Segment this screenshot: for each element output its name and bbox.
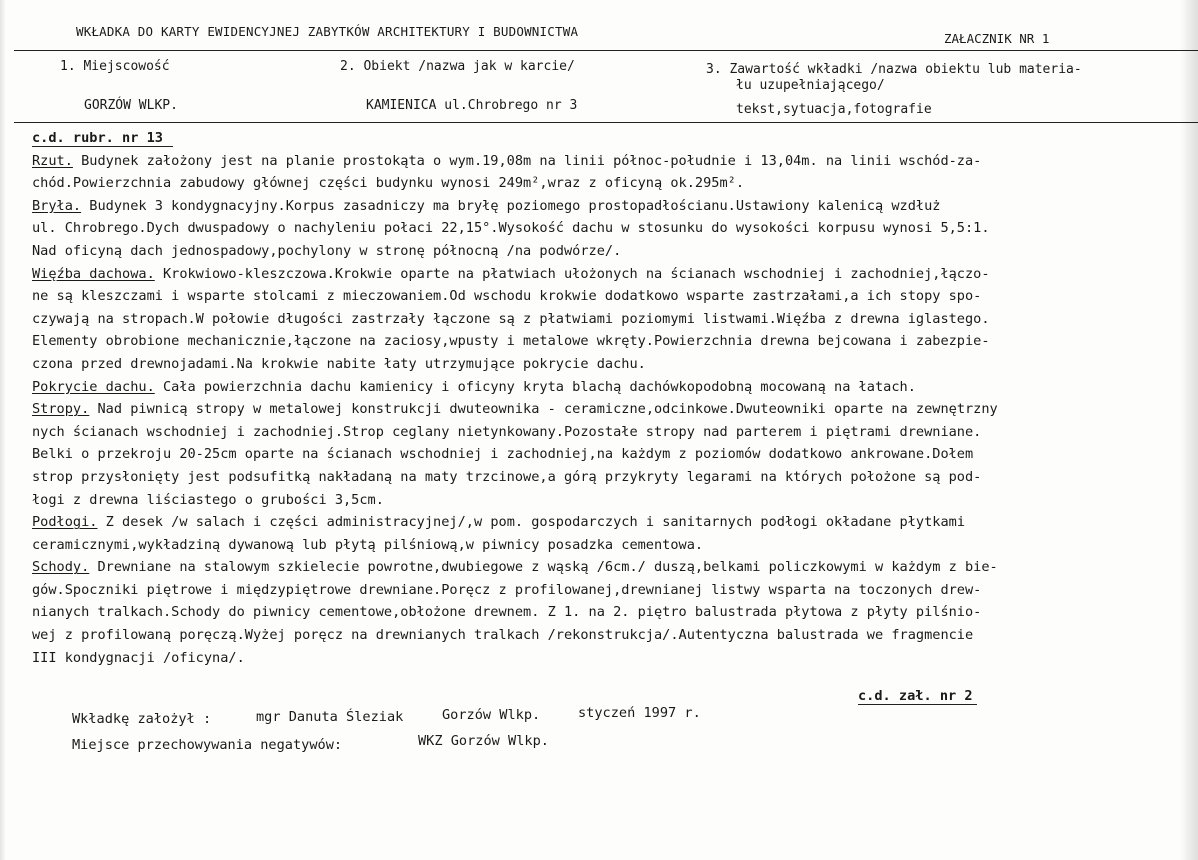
text-content: chód.Powierzchnia zabudowy głównej części budynku wynosi 249m²,wraz z oficyną ok.295m².	[32, 175, 745, 192]
contents-label-line1: 3. Zawartość wkładki /nazwa obiektu lub materia-	[706, 62, 1082, 77]
text-line	[32, 263, 1152, 286]
object-label: 2. Obiekt /nazwa jak w karcie/	[340, 59, 575, 74]
text-content: Budynek 3 kondygnacyjny.Korpus zasadniczy ma bryłę poziomego prostopadłościanu.Ustawiony kalenicą wzdłuż	[81, 197, 941, 214]
text-content: Budynek założony jest na planie prostokąta o wym.19,08m na linii północ-południe i 13,04m. na linii wschód-za-	[72, 152, 982, 169]
text-content: III kondygnacji /oficyna/.	[32, 649, 245, 666]
text-line	[32, 511, 1152, 534]
section-heading: Pokrycie dachu.	[32, 378, 155, 395]
section-heading: Więźba dachowa.	[32, 265, 155, 282]
section-heading: Podłogi.	[32, 514, 98, 531]
continued-label: c.d. rubr. nr 13	[32, 130, 173, 147]
text-line	[32, 195, 1152, 218]
text-line	[32, 240, 1152, 263]
continued-annex	[858, 688, 977, 704]
section-heading: Stropy.	[32, 401, 90, 418]
section-heading: Schody.	[32, 559, 90, 576]
text-content: Drewniane na stalowym szkielecie powrotne,dwubiegowe z wąską /6cm./ duszą,belkami policzkowymi w każdym z bie-	[89, 559, 998, 576]
text-line	[32, 330, 1152, 353]
text-line	[32, 443, 1152, 466]
created-by: mgr Danuta Śleziak	[256, 709, 404, 725]
locality-label: 1. Miejscowość	[60, 59, 170, 74]
text-content: Nad piwnicą stropy w metalowej konstrukcji dwuteownika - ceramiczne,odcinkowe.Dwuteowniki oparte na zewnętrzny	[89, 401, 998, 418]
continued-annex-text: c.d. zał. nr 2	[858, 688, 977, 705]
text-line	[32, 421, 1152, 444]
text-content: Nad oficyną dach jednospadowy,pochylony w stronę północną /na podwórze/.	[32, 242, 622, 259]
created-place: Gorzów Wlkp.	[442, 707, 541, 723]
text-content: nych ścianach wschodniej i zachodniej.Strop ceglany nietynkowany.Pozostałe stropy nad parterem i piętrami drewniane.	[32, 423, 982, 440]
text-content: Belki o przekroju 20-25cm oparte na ścianach wschodniej i zachodniej,na każdym z poziomów dodatkowo ankrowane.Dołem	[32, 446, 974, 463]
text-line	[32, 150, 1152, 173]
text-content: strop przysłonięty jest podsufitką nakładaną na maty trzcinowe,a górą przykryty legarami na których położone są pod-	[32, 468, 982, 485]
annex-number: ZAŁACZNIK NR 1	[944, 31, 1050, 46]
text-content: ne są kleszczami i wsparte stolcami z mieczowaniem.Od wschodu krokwie dodatkowo wsparte zastrzałami,a ich stopy spo-	[32, 288, 982, 305]
form-title: WKŁADKA DO KARTY EWIDENCYJNEJ ZABYTKÓW ARCHITEKTURY I BUDOWNICTWA	[76, 24, 579, 39]
header-rule	[14, 50, 1198, 51]
text-line	[32, 285, 1152, 308]
text-line	[32, 489, 1152, 512]
text-content: nianych tralkach.Schody do piwnicy cementowe,obłożone drewnem. Z 1. na 2. piętro balustrada płytowa z płyty pilśnio-	[32, 604, 982, 621]
text-line	[32, 579, 1152, 602]
scan-edge-left	[0, 0, 6, 860]
continued-label-line	[32, 127, 1152, 150]
text-content: ceramicznymi,wykładziną dywanową lub płytą pilśniową,w piwnicy posadzka cementowa.	[32, 536, 704, 553]
object-value: KAMIENICA ul.Chrobrego nr 3	[366, 98, 578, 113]
text-line	[32, 398, 1152, 421]
text-line	[32, 647, 1152, 670]
text-line	[32, 376, 1152, 399]
text-content: Cała powierzchnia dachu kamienicy i oficyny kryta blachą dachówkopodobną mocowaną na łatach.	[154, 378, 916, 395]
text-line	[32, 172, 1152, 195]
text-line	[32, 353, 1152, 376]
text-content: wej z profilowaną poręczą.Wyżej poręcz na drewnianych tralkach /rekonstrukcja/.Autentyczna balustrada we fragmencie	[32, 627, 974, 644]
text-content: ul. Chrobrego.Dych dwuspadowy o nachyleniu połaci 22,15°.Wysokość dachu w stosunku do wysokości korpusu wynosi 5,5:1.	[32, 220, 990, 237]
text-content: Z desek /w salach i części administracyjnej/,w pom. gospodarczych i sanitarnych podłogi okładane płytkami	[97, 514, 966, 531]
text-line	[32, 601, 1152, 624]
text-content: łogi z drewna liściastego o grubości 3,5cm.	[32, 491, 384, 508]
negatives-place: WKZ Gorzów Wlkp.	[418, 733, 549, 749]
text-line	[32, 556, 1152, 579]
text-line	[32, 466, 1152, 489]
text-line	[32, 217, 1152, 240]
scan-edge-right	[1180, 0, 1198, 860]
created-label: Wkładkę założył :	[72, 711, 212, 727]
locality-value: GORZÓW WLKP.	[84, 98, 178, 113]
text-content: Elementy obrobione mechanicznie,łączone na zaciosy,wpusty i metalowe wkręty.Powierzchnia drewna bejcowana i zabezpie-	[32, 333, 990, 350]
section-heading: Rzut.	[32, 152, 73, 169]
text-content: czywają na stropach.W połowie długości zastrzały łączone są z płatwiami poziomymi listwami.Więźba z drewna iglastego.	[32, 310, 990, 327]
negatives-label: Miejsce przechowywania negatywów:	[72, 737, 343, 753]
contents-label-line2: łu uzupełniającego/	[736, 78, 885, 93]
columns-rule	[14, 122, 1198, 123]
contents-value: tekst,sytuacja,fotografie	[736, 102, 932, 117]
text-content: czona przed drewnojadami.Na krokwie nabite łaty utrzymujące pokrycie dachu.	[32, 355, 646, 372]
section-heading: Bryła.	[32, 197, 82, 214]
description-body	[32, 127, 1152, 669]
text-line	[32, 534, 1152, 557]
text-line	[32, 624, 1152, 647]
text-content: Krokwiowo-kleszczowa.Krokwie oparte na płatwiach ułożonych na ścianach wschodniej i zachodniej,łączo-	[154, 265, 990, 282]
text-line	[32, 308, 1152, 331]
created-date: styczeń 1997 r.	[578, 705, 701, 721]
text-content: gów.Spoczniki piętrowe i międzypiętrowe drewniane.Poręcz z profilowanej,drewnianej listwy wsparta na toczonych drew-	[32, 581, 982, 598]
